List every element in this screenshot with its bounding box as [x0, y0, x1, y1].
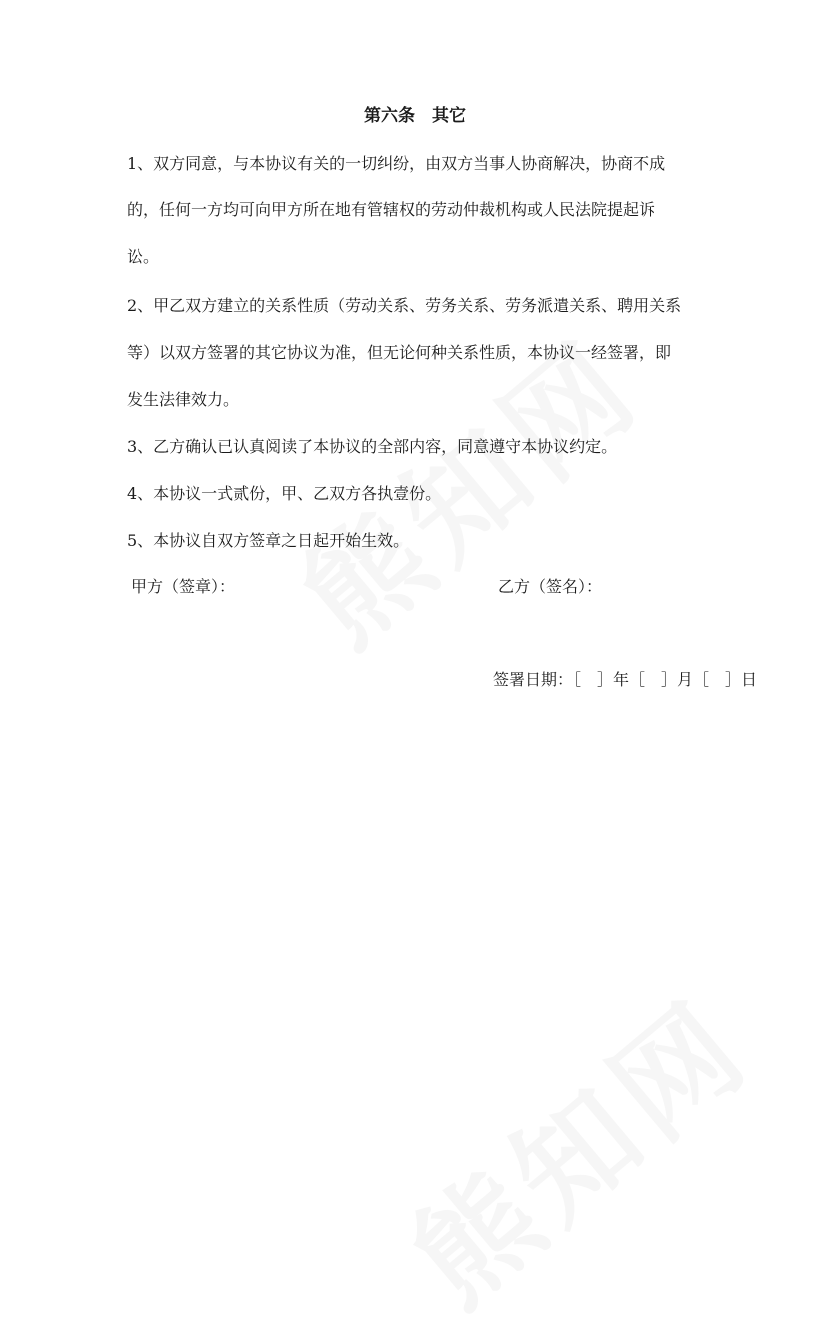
clause-1-line-3: 讼。 — [127, 247, 160, 266]
clause-2-line-3: 发生法律效力。 — [127, 390, 240, 409]
sign-date-line: 签署日期：［ ］年［ ］月［ ］日 — [493, 670, 758, 689]
section-title: 第六条 其它 — [364, 106, 466, 126]
clause-2-line-1: 2、甲乙双方建立的关系性质（劳动关系、劳务关系、劳务派遣关系、聘用关系 — [127, 296, 682, 315]
clause-2-line-2: 等）以双方签署的其它协议为准，但无论何种关系性质，本协议一经签署，即 — [127, 343, 672, 362]
party-b-signature-label: 乙方（签名）： — [498, 577, 603, 596]
watermark — [370, 955, 779, 1337]
clause-4-text: 4、本协议一式贰份，甲、乙双方各执壹份。 — [127, 484, 442, 503]
clause-1-line-2: 的，任何一方均可向甲方所在地有管辖权的劳动仲裁机构或人民法院提起诉 — [127, 200, 656, 219]
clause-1-line-1: 1、双方同意，与本协议有关的一切纠纷，由双方当事人协商解决，协商不成 — [127, 154, 666, 173]
clause-5-text: 5、本协议自双方签章之日起开始生效。 — [127, 531, 410, 550]
party-a-signature-label: 甲方（签章）： — [131, 577, 236, 596]
clause-3-text: 3、乙方确认已认真阅读了本协议的全部内容，同意遵守本协议约定。 — [127, 437, 618, 456]
